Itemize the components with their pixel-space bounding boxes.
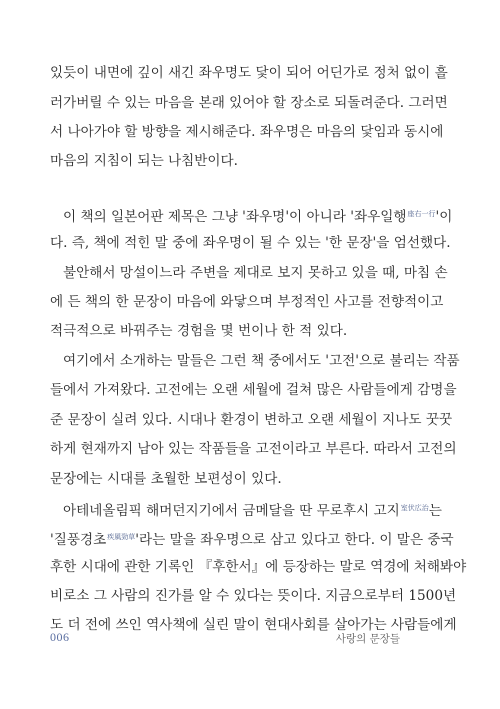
text-line: 여기에서 소개하는 말들은 그런 책 중에서도 '고전'으로 불리는 작품 [63, 353, 460, 369]
text-line: 있듯이 내면에 깊이 새긴 좌우명도 닻이 되어 어딘가로 정처 없이 흘 [50, 65, 448, 81]
page-number: 006 [50, 630, 70, 644]
ruby-annotation: 疾風勁草 [107, 533, 136, 541]
text-line: 후한 시대에 관한 기록인 『후한서』에 등장하는 말로 역경에 처해봐야 [50, 559, 467, 575]
text-line: 러가버릴 수 있는 마음을 본래 있어야 할 장소로 되돌려준다. 그러면 [50, 95, 448, 111]
text-line: 서 나아가야 할 방향을 제시해준다. 좌우명은 마음의 닻임과 동시에 [50, 124, 444, 140]
text-line: 준 문장이 실려 있다. 시대나 환경이 변하고 오랜 세월이 지나도 꿋꿋 [50, 412, 453, 428]
text-line: 불안해서 망설이느라 주변을 제대로 보지 못하고 있을 때, 마침 손 [63, 265, 448, 281]
text-line: 마음의 지침이 되는 나침반이다. [50, 153, 238, 169]
text-line: '질풍경초$^{疾風勁草}$'라는 말을 좌우명으로 삼고 있다고 한다. 이 말은 중국 [50, 532, 454, 548]
ruby-annotation: 座右一行 [407, 210, 436, 218]
text-line: 도 더 전에 쓰인 역사책에 실린 말이 현대사회를 살아가는 사람들에게 [50, 617, 457, 633]
running-title: 사랑의 문장들 [335, 633, 400, 645]
text-line: 다. 즉, 책에 적힌 말 중에 좌우명이 될 수 있는 '한 문장'을 엄선했다. [50, 235, 451, 251]
text-line: 하게 현재까지 남아 있는 작품들을 고전이라고 부른다. 따라서 고전의 [50, 441, 457, 457]
text-line: 아테네올림픽 해머던지기에서 금메달을 딴 무로후시 고지$^{室伏広治}$는 [63, 503, 442, 519]
text-line: 이 책의 일본어판 제목은 그냥 '좌우명'이 아니라 '좌우일행$^{座右一行}$'이 [63, 209, 453, 225]
text-line: 들에서 가져왔다. 고전에는 오랜 세월에 걸쳐 많은 사람들에게 감명을 [50, 382, 457, 398]
ruby-annotation: 室伏広治 [400, 504, 429, 512]
text-line: 비로소 그 사람의 진가를 알 수 있다는 뜻이다. 지금으로부터 1500년 [50, 588, 457, 604]
text-line: 에 든 책의 한 문장이 마음에 와닿으며 부정적인 사고를 전향적이고 [50, 294, 444, 310]
text-line: 문장에는 시대를 초월한 보편성이 있다. [50, 471, 282, 487]
text-line: 적극적으로 바꿔주는 경험을 몇 번이나 한 적 있다. [50, 323, 348, 339]
